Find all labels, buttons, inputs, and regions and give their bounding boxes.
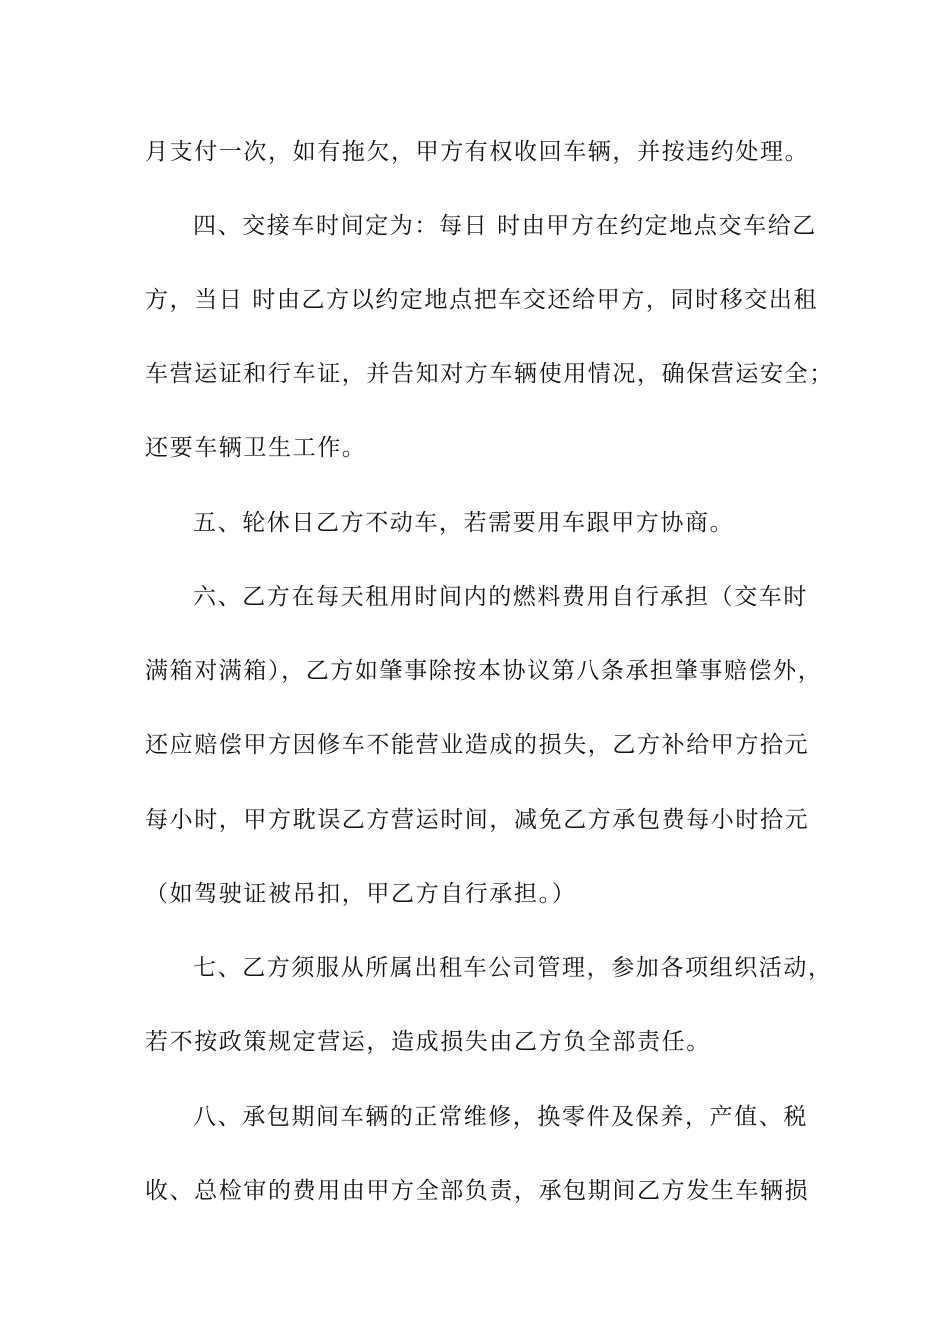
text-line: 满箱对满箱），乙方如肇事除按本协议第八条承担肇事赔偿外， [145, 658, 823, 684]
text-line: 六、乙方在每天租用时间内的燃料费用自行承担（交车时 [193, 584, 808, 610]
text-line: 若不按政策规定营运，造成损失由乙方负全部责任。 [145, 1029, 711, 1055]
text-line: 方，当日 时由乙方以约定地点把车交还给甲方，同时移交出租 [145, 287, 819, 313]
text-line: 收、总检审的费用由甲方全部负责，承包期间乙方发生车辆损 [145, 1178, 810, 1204]
text-line: 还应赔偿甲方因修车不能营业造成的损失，乙方补给甲方拾元 [145, 732, 810, 758]
text-line: 八、承包期间车辆的正常维修，换零件及保养，产值、税 [193, 1104, 808, 1130]
text-line: 五、轮休日乙方不动车，若需要用车跟甲方协商。 [193, 510, 735, 536]
text-line: 四、交接车时间定为：每日 时由甲方在约定地点交车给乙 [193, 213, 817, 239]
text-line: 七、乙方须服从所属出租车公司管理，参加各项组织活动， [193, 955, 833, 981]
text-line: （如驾驶证被吊扣，甲乙方自行承担。） [145, 881, 577, 907]
text-line: 每小时，甲方耽误乙方营运时间，减免乙方承包费每小时拾元 [145, 807, 810, 833]
text-line: 月支付一次，如有拖欠，甲方有权收回车辆，并按违约处理。 [145, 139, 810, 165]
text-line: 还要车辆卫生工作。 [145, 435, 367, 461]
text-line: 车营运证和行车证，并告知对方车辆使用情况，确保营运安全； [145, 361, 834, 387]
